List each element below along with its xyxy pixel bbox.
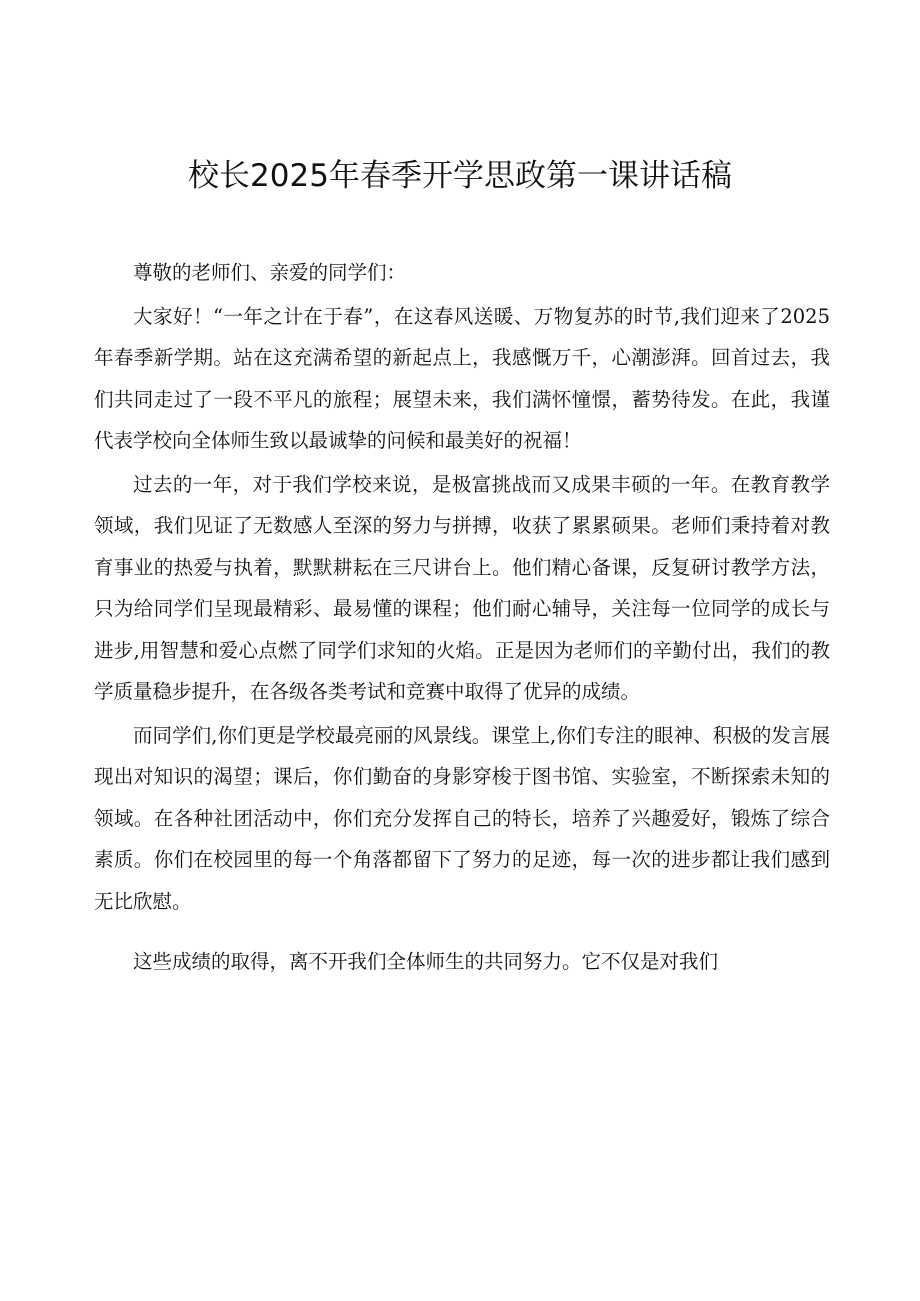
document-title: 校长2025年春季开学思政第一课讲话稿 — [188, 158, 732, 194]
paragraph-4: 这些成绩的取得，离不开我们全体师生的共同努力。它不仅是对我们 — [133, 950, 719, 973]
document-body — [94, 252, 830, 983]
paragraph-3: 而同学们,你们更是学校最亮丽的风景线。课堂上,你们专注的眼神、积极的发言展现出对知识的渴望；课后，你们勤奋的身影穿梭于图书馆、实验室，不断探索未知的领域。在各种社团活动中，你们充分发挥自己的特长，培养了兴趣爱好，锻炼了综合素质。你们在校园里的每一个角落都留下了努力的足迹，每一次的进步都让我们感到无比欣慰。 — [94, 723, 830, 913]
salutation: 尊敬的老师们、亲爱的同学们： — [133, 261, 407, 284]
paragraph-1: 大家好！“一年之计在于春”，在这春风送暖、万物复苏的时节,我们迎来了2025年春季新学期。站在这充满希望的新起点上，我感慨万千，心潮澎湃。回首过去，我们共同走过了一段不平凡的旅程；展望未来，我们满怀憧憬，蓄势待发。在此，我谨代表学校向全体师生致以最诚挚的问候和最美好的祝福！ — [94, 304, 830, 452]
paragraph-2: 过去的一年，对于我们学校来说，是极富挑战而又成果丰硕的一年。在教育教学领域，我们见证了无数感人至深的努力与拼搏，收获了累累硕果。老师们秉持着对教育事业的热爱与执着，默默耕耘在三尺讲台上。他们精心备课，反复研讨教学方法，只为给同学们呈现最精彩、最易懂的课程；他们耐心辅导，关注每一位同学的成长与进步,用智慧和爱心点燃了同学们求知的火焰。正是因为老师们的辛勤付出，我们的教学质量稳步提升，在各级各类考试和竞赛中取得了优异的成绩。 — [94, 472, 830, 703]
